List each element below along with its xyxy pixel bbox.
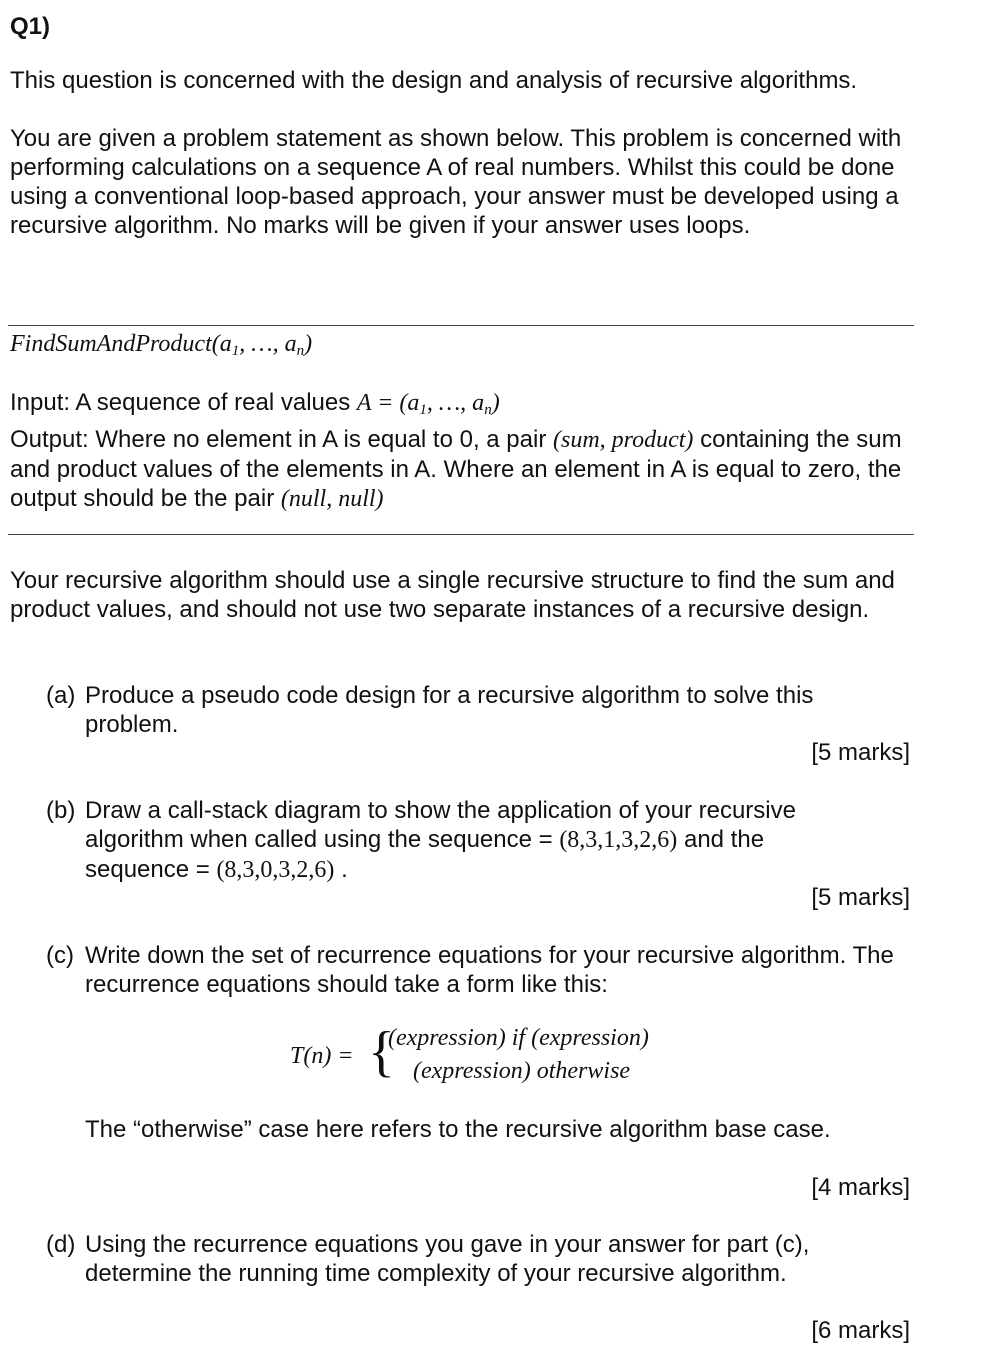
output-text-middle: containing the sum and product values of the elements in A. Where an element in A is equal to zero, the output should be the pair — [10, 426, 902, 512]
instruction-text: Your recursive algorithm should use a single recursive structure to find the sum and product values, and should not use two separate instances of a recursive design. — [10, 567, 895, 623]
part-a-label: (a) — [46, 682, 76, 709]
output-text-start: Output: Where no element in A is equal to 0, a pair — [10, 426, 553, 453]
part-b-marks: [5 marks] — [811, 884, 910, 911]
part-c-label: (c) — [46, 942, 74, 969]
part-d-marks: [6 marks] — [811, 1317, 910, 1344]
input-label: Input: A sequence of real values — [10, 389, 357, 416]
part-c-marks: [4 marks] — [811, 1174, 910, 1201]
divider-bottom — [8, 534, 914, 535]
question-number: Q1) — [10, 13, 51, 40]
part-d-label: (d) — [46, 1231, 76, 1258]
problem-context: You are given a problem statement as shown below. This problem is concerned with performing calculations on a sequence A of real numbers. Whilst this could be done using a conventional loop-based approach, your answer must be developed using a recursive algorithm. No marks will be given if your answer uses loops. — [10, 125, 902, 239]
problem-io — [10, 388, 920, 514]
output-null-pair: (null, null) — [280, 486, 384, 512]
sequence-two: (8,3,0,3,2,6) — [216, 857, 335, 883]
question-intro: This question is concerned with the design and analysis of recursive algorithms. — [10, 67, 858, 94]
recurrence-case-2: (expression) otherwise — [413, 1058, 631, 1084]
algorithm-signature: $FindSumAndProduct(a_1$, …, $a_n$) — [10, 331, 313, 359]
part-c-text: Write down the set of recurrence equations for your recursive algorithm. The recurrence equations should take a form like this: — [85, 942, 894, 998]
recurrence-case-1: (expression) if (expression) — [388, 1025, 649, 1051]
part-a-marks: [5 marks] — [811, 739, 910, 766]
algorithm-name: FindSumAndProduct — [10, 331, 212, 357]
part-a-text: Produce a pseudo code design for a recursive algorithm to solve this problem. — [85, 682, 814, 738]
divider-top — [8, 325, 914, 326]
part-c-note: The “otherwise” case here refers to the recursive algorithm base case. — [85, 1116, 831, 1143]
sequence-one: (8,3,1,3,2,6) — [559, 827, 678, 853]
recurrence-brace: { — [368, 1021, 395, 1083]
part-b-label: (b) — [46, 797, 76, 824]
recurrence-lhs: T(n) = — [290, 1043, 354, 1069]
part-b-text: Draw a call-stack diagram to show the application of your recursive algorithm when called using the sequence = (8,3,1,3,2,6) and the sequence = (8,3,0,3,2,6) . — [85, 797, 796, 883]
part-d-text: Using the recurrence equations you gave in your answer for part (c), determine the running time complexity of your recursive algorithm. — [85, 1231, 810, 1287]
input-sequence: $A = (a_1$, …, $a_n$) — [356, 390, 500, 418]
output-pair: (sum, product) — [553, 427, 694, 453]
